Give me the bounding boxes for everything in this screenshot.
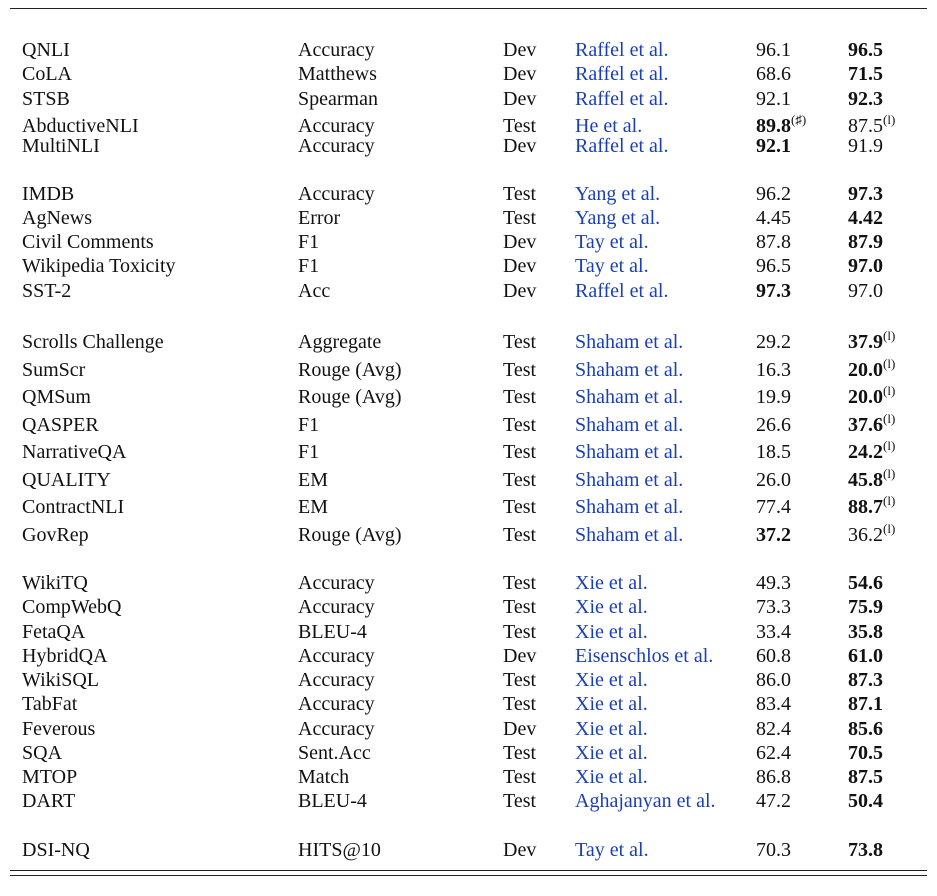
table-row	[0, 717, 937, 741]
task-cell: HybridQA	[22, 645, 108, 667]
sota-score-cell: 68.6	[756, 63, 791, 85]
sota-score-cell: 19.9	[756, 386, 791, 408]
task-cell: GovRep	[22, 524, 89, 546]
sota-score-cell: 4.45	[756, 207, 791, 229]
reference-link[interactable]: Tay et al.	[575, 839, 649, 861]
sota-score-cell: 26.6	[756, 414, 791, 436]
model-score-cell: 75.9	[848, 596, 883, 618]
model-score-cell: 85.6	[848, 718, 883, 740]
split-cell: Test	[503, 359, 537, 381]
task-cell: WikiTQ	[22, 572, 88, 594]
sota-score-cell: 92.1	[756, 88, 791, 110]
split-cell: Test	[503, 469, 537, 491]
table-row	[0, 413, 937, 437]
metric-cell: Accuracy	[298, 596, 375, 618]
table-row	[0, 495, 937, 519]
sota-score-cell: 96.2	[756, 183, 791, 205]
sota-score-cell: 97.3	[756, 280, 791, 302]
metric-cell: EM	[298, 496, 328, 518]
table-row	[0, 765, 937, 789]
sota-score-cell: 47.2	[756, 790, 791, 812]
model-score-cell: 71.5	[848, 63, 883, 85]
table-bottom-rule-double	[10, 875, 927, 876]
reference-link[interactable]: Shaham et al.	[575, 524, 684, 546]
model-score-cell: 35.8	[848, 621, 883, 643]
reference-link[interactable]: Tay et al.	[575, 231, 649, 253]
table-row	[0, 571, 937, 595]
metric-cell: EM	[298, 469, 328, 491]
reference-link[interactable]: Shaham et al.	[575, 496, 684, 518]
task-cell: TabFat	[22, 693, 78, 715]
task-cell: Scrolls Challenge	[22, 331, 164, 353]
task-cell: QASPER	[22, 414, 99, 436]
metric-cell: Sent.Acc	[298, 742, 371, 764]
task-cell: ContractNLI	[22, 496, 125, 518]
reference-link[interactable]: Xie et al.	[575, 596, 648, 618]
sota-score-cell: 96.1	[756, 39, 791, 61]
footnote-marker: (l)	[883, 383, 896, 398]
sota-score-cell: 86.8	[756, 766, 791, 788]
model-score-cell: 91.9	[848, 135, 883, 157]
sota-score-cell: 26.0	[756, 469, 791, 491]
sota-score-cell: 62.4	[756, 742, 791, 764]
sota-score-cell: 33.4	[756, 621, 791, 643]
table-row	[0, 182, 937, 206]
task-cell: DART	[22, 790, 76, 812]
model-score-cell: 70.5	[848, 742, 883, 764]
split-cell: Test	[503, 766, 537, 788]
task-cell: WikiSQL	[22, 669, 99, 691]
split-cell: Test	[503, 115, 537, 137]
metric-cell: F1	[298, 414, 320, 436]
reference-link[interactable]: Yang et al.	[575, 207, 661, 229]
sota-score-cell: 87.8	[756, 231, 791, 253]
footnote-marker: (l)	[883, 466, 896, 481]
table-row	[0, 230, 937, 254]
model-score-cell: 54.6	[848, 572, 883, 594]
task-cell: SQA	[22, 742, 63, 764]
table-bottom-rule	[10, 870, 927, 871]
table-row	[0, 620, 937, 644]
table-row	[0, 62, 937, 86]
reference-link[interactable]: Shaham et al.	[575, 331, 684, 353]
table-row	[0, 279, 937, 303]
reference-link[interactable]: He et al.	[575, 115, 643, 137]
model-score-cell: 4.42	[848, 207, 883, 229]
table-row	[0, 789, 937, 813]
sota-score-cell: 92.1	[756, 135, 791, 157]
metric-cell: Match	[298, 766, 350, 788]
task-cell: AbductiveNLI	[22, 115, 139, 137]
model-score-cell: 88.7$^{(l)}$	[848, 493, 896, 518]
reference-link[interactable]: Xie et al.	[575, 621, 648, 643]
split-cell: Dev	[503, 63, 537, 85]
task-cell: AgNews	[22, 207, 92, 229]
split-cell: Test	[503, 524, 537, 546]
task-cell: MTOP	[22, 766, 78, 788]
sota-score-cell: 29.2	[756, 331, 791, 353]
task-cell: QMSum	[22, 386, 91, 408]
table-row	[0, 385, 937, 409]
split-cell: Test	[503, 414, 537, 436]
task-cell: Civil Comments	[22, 231, 154, 253]
metric-cell: Accuracy	[298, 183, 375, 205]
reference-link[interactable]: Shaham et al.	[575, 469, 684, 491]
model-score-cell: 87.5$^{(l)}$	[848, 112, 896, 137]
reference-link[interactable]: Raffel et al.	[575, 63, 669, 85]
reference-link[interactable]: Xie et al.	[575, 766, 648, 788]
split-cell: Test	[503, 742, 537, 764]
model-score-cell: 97.0	[848, 280, 883, 302]
task-cell: SST-2	[22, 280, 72, 302]
table-row	[0, 595, 937, 619]
metric-cell: F1	[298, 255, 320, 277]
sota-score-cell: 96.5	[756, 255, 791, 277]
sota-score-cell: 77.4	[756, 496, 791, 518]
sota-score-cell: 37.2	[756, 524, 791, 546]
table-row	[0, 468, 937, 492]
footnote-marker: (l)	[883, 356, 896, 371]
model-score-cell: 61.0	[848, 645, 883, 667]
metric-cell: Matthews	[298, 63, 377, 85]
table-row	[0, 38, 937, 62]
sota-score-cell: 49.3	[756, 572, 791, 594]
model-score-cell: 87.5	[848, 766, 883, 788]
footnote-marker: (l)	[883, 493, 896, 508]
footnote-marker: (l)	[883, 438, 896, 453]
metric-cell: Accuracy	[298, 669, 375, 691]
split-cell: Dev	[503, 280, 537, 302]
metric-cell: Accuracy	[298, 572, 375, 594]
task-cell: DSI-NQ	[22, 839, 90, 861]
footnote-marker: (♯)	[791, 112, 807, 127]
model-score-cell: 96.5	[848, 39, 883, 61]
model-score-cell: 50.4	[848, 790, 883, 812]
metric-cell: Accuracy	[298, 115, 375, 137]
reference-link[interactable]: Shaham et al.	[575, 386, 684, 408]
table-row	[0, 523, 937, 547]
sota-score-cell: 18.5	[756, 441, 791, 463]
table-row	[0, 440, 937, 464]
table-row	[0, 692, 937, 716]
task-cell: CompWebQ	[22, 596, 122, 618]
metric-cell: Rouge (Avg)	[298, 386, 402, 408]
split-cell: Dev	[503, 645, 537, 667]
split-cell: Test	[503, 207, 537, 229]
table-row	[0, 358, 937, 382]
sota-score-cell: 16.3	[756, 359, 791, 381]
split-cell: Test	[503, 331, 537, 353]
table-row	[0, 668, 937, 692]
model-score-cell: 87.1	[848, 693, 883, 715]
metric-cell: Error	[298, 207, 341, 229]
sota-score-cell: 89.8(♯)	[756, 112, 807, 137]
reference-link[interactable]: Yang et al.	[575, 183, 661, 205]
table-row	[0, 206, 937, 230]
table-row	[0, 644, 937, 668]
task-cell: SumScr	[22, 359, 86, 381]
split-cell: Dev	[503, 839, 537, 861]
reference-link[interactable]: Raffel et al.	[575, 135, 669, 157]
footnote-marker: (l)	[883, 521, 896, 536]
task-cell: QNLI	[22, 39, 70, 61]
metric-cell: F1	[298, 231, 320, 253]
metric-cell: Accuracy	[298, 718, 375, 740]
table-row	[0, 254, 937, 278]
footnote-marker: (l)	[883, 112, 896, 127]
reference-link[interactable]: Shaham et al.	[575, 441, 684, 463]
reference-link[interactable]: Xie et al.	[575, 718, 648, 740]
metric-cell: BLEU-4	[298, 790, 367, 812]
split-cell: Test	[503, 693, 537, 715]
metric-cell: Accuracy	[298, 645, 375, 667]
model-score-cell: 87.3	[848, 669, 883, 691]
model-score-cell: 97.0	[848, 255, 883, 277]
task-cell: Wikipedia Toxicity	[22, 255, 176, 277]
footnote-marker: (l)	[883, 411, 896, 426]
split-cell: Test	[503, 386, 537, 408]
reference-link[interactable]: Eisenschlos et al.	[575, 645, 714, 667]
split-cell: Dev	[503, 39, 537, 61]
task-cell: MultiNLI	[22, 135, 100, 157]
metric-cell: HITS@10	[298, 839, 381, 861]
model-score-cell: 20.0$^{(l)}$	[848, 383, 896, 408]
model-score-cell: 87.9	[848, 231, 883, 253]
split-cell: Test	[503, 790, 537, 812]
model-score-cell: 92.3	[848, 88, 883, 110]
table-row	[0, 838, 937, 862]
split-cell: Test	[503, 183, 537, 205]
task-cell: FetaQA	[22, 621, 86, 643]
table-row	[0, 87, 937, 111]
split-cell: Dev	[503, 718, 537, 740]
reference-link[interactable]: Raffel et al.	[575, 88, 669, 110]
split-cell: Dev	[503, 135, 537, 157]
split-cell: Test	[503, 621, 537, 643]
task-cell: NarrativeQA	[22, 441, 127, 463]
split-cell: Test	[503, 596, 537, 618]
split-cell: Test	[503, 572, 537, 594]
sota-score-cell: 86.0	[756, 669, 791, 691]
metric-cell: Accuracy	[298, 693, 375, 715]
model-score-cell: 45.8$^{(l)}$	[848, 466, 896, 491]
reference-link[interactable]: Shaham et al.	[575, 359, 684, 381]
sota-score-cell: 83.4	[756, 693, 791, 715]
reference-link[interactable]: Xie et al.	[575, 572, 648, 594]
table-row	[0, 330, 937, 354]
metric-cell: F1	[298, 441, 320, 463]
reference-link[interactable]: Xie et al.	[575, 669, 648, 691]
split-cell: Test	[503, 496, 537, 518]
metric-cell: BLEU-4	[298, 621, 367, 643]
metric-cell: Accuracy	[298, 39, 375, 61]
reference-link[interactable]: Xie et al.	[575, 742, 648, 764]
sota-score-cell: 60.8	[756, 645, 791, 667]
metric-cell: Aggregate	[298, 331, 382, 353]
reference-link[interactable]: Raffel et al.	[575, 280, 669, 302]
sota-score-cell: 73.3	[756, 596, 791, 618]
reference-link[interactable]: Shaham et al.	[575, 414, 684, 436]
model-score-cell: 37.6$^{(l)}$	[848, 411, 896, 436]
task-cell: Feverous	[22, 718, 96, 740]
split-cell: Test	[503, 441, 537, 463]
model-score-cell: 24.2$^{(l)}$	[848, 438, 896, 463]
table-row	[0, 134, 937, 158]
footnote-marker: (l)	[883, 328, 896, 343]
metric-cell: Spearman	[298, 88, 378, 110]
split-cell: Dev	[503, 255, 537, 277]
table-top-rule	[10, 8, 927, 9]
split-cell: Test	[503, 669, 537, 691]
reference-link[interactable]: Aghajanyan et al.	[575, 790, 716, 812]
model-score-cell: 20.0$^{(l)}$	[848, 356, 896, 381]
reference-link[interactable]: Tay et al.	[575, 255, 649, 277]
task-cell: QUALITY	[22, 469, 111, 491]
reference-link[interactable]: Raffel et al.	[575, 39, 669, 61]
model-score-cell: 36.2$^{(l)}$	[848, 521, 896, 546]
table-row	[0, 741, 937, 765]
reference-link[interactable]: Xie et al.	[575, 693, 648, 715]
task-cell: CoLA	[22, 63, 72, 85]
model-score-cell: 97.3	[848, 183, 883, 205]
model-score-cell: 73.8	[848, 839, 883, 861]
sota-score-cell: 70.3	[756, 839, 791, 861]
model-score-cell: 37.9$^{(l)}$	[848, 328, 896, 353]
metric-cell: Accuracy	[298, 135, 375, 157]
sota-score-cell: 82.4	[756, 718, 791, 740]
metric-cell: Acc	[298, 280, 331, 302]
split-cell: Dev	[503, 88, 537, 110]
split-cell: Dev	[503, 231, 537, 253]
task-cell: STSB	[22, 88, 70, 110]
metric-cell: Rouge (Avg)	[298, 359, 402, 381]
task-cell: IMDB	[22, 183, 75, 205]
metric-cell: Rouge (Avg)	[298, 524, 402, 546]
